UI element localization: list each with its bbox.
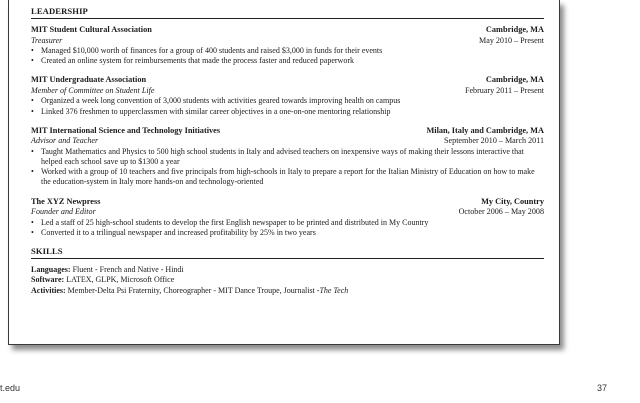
resume-content xyxy=(31,6,544,296)
entry-role: Founder and Editor xyxy=(31,207,96,217)
bullet-icon: • xyxy=(31,146,34,156)
entry-location: Cambridge, MA xyxy=(485,25,544,34)
skill-label: Activities: xyxy=(31,285,66,295)
bullet-icon: • xyxy=(31,56,34,66)
bullet-text: Converted it to a trilingual newspaper and increased profitability by 25% in two years xyxy=(41,227,316,237)
bullet-item xyxy=(31,218,544,228)
skill-value-italic: The Tech xyxy=(319,285,349,295)
bullet-icon: • xyxy=(31,96,34,106)
bullet-item xyxy=(31,46,544,56)
bullet-text: Managed $10,000 worth of finances for a group of 400 students and raised $3,000 in funds for their events xyxy=(41,46,383,55)
bullet-icon: • xyxy=(31,46,34,55)
skill-value: Member-Delta Psi Fraternity, Choreographer - MIT Dance Troupe, Journalist - xyxy=(65,285,320,295)
skills-heading: SKILLS xyxy=(31,246,544,259)
footer-url-fragment: t.edu xyxy=(0,383,21,393)
entry-role: Advisor and Teacher xyxy=(31,136,99,146)
entry-location: My City, Country xyxy=(481,196,544,206)
bullet-text: Taught Mathematics and Physics to 500 high school students in Italy and advised teachers on inexpensive ways of making their lessons interactive that helped each school save up to $1300 a year xyxy=(41,146,524,167)
bullet-text: Worked with a group of 10 teachers and five principals from high-schools in Italy to prepare a report for the Italian Ministry of Education on how to make the education-system in Italy more hands-on and technology-oriented xyxy=(41,167,535,187)
skill-value: LATEX, GLPK, Microsoft Office xyxy=(64,275,175,285)
skill-activities xyxy=(31,286,544,296)
entry-bullets xyxy=(31,218,544,238)
skill-languages xyxy=(31,265,544,275)
entry-dates: February 2011 – Present xyxy=(464,85,544,95)
entry-org: MIT International Science and Technology Initiatives xyxy=(31,125,221,135)
entry-location: Milan, Italy and Cambridge, MA xyxy=(426,125,544,135)
leadership-heading: LEADERSHIP xyxy=(31,6,544,19)
skill-value: Fluent - French and Native - Hindi xyxy=(70,265,184,275)
bullet-item xyxy=(31,167,544,187)
entry-bullets xyxy=(31,147,544,188)
entry-org: The XYZ Newpress xyxy=(31,196,101,206)
bullet-icon: • xyxy=(31,106,34,116)
entry-location: Cambridge, MA xyxy=(485,75,544,85)
entry-org: MIT Student Cultural Association xyxy=(31,25,152,34)
leadership-entry xyxy=(31,126,544,188)
entry-role: Treasurer xyxy=(31,35,63,45)
bullet-text: Linked 376 freshmen to upperclassmen with similar career objectives in a one-on-one mentoring relationship xyxy=(41,106,391,116)
bullet-text: Led a staff of 25 high-school students to develop the first English newspaper to be printed and distributed in My Country xyxy=(41,217,429,227)
entry-bullets xyxy=(31,96,544,116)
leadership-entry xyxy=(31,197,544,238)
skills-section xyxy=(31,246,544,296)
bullet-icon: • xyxy=(31,167,34,177)
bullet-item xyxy=(31,107,544,117)
leadership-entry xyxy=(31,25,544,66)
entry-dates: October 2006 – May 2008 xyxy=(458,207,544,217)
bullet-icon: • xyxy=(31,227,34,237)
skill-label: Languages: xyxy=(31,265,71,275)
entry-dates: September 2010 – March 2011 xyxy=(444,136,544,146)
leadership-entry xyxy=(31,75,544,116)
bullet-item xyxy=(31,228,544,238)
bullet-item xyxy=(31,56,544,66)
entry-role: Member of Committee on Student Life xyxy=(31,85,155,95)
bullet-text: Organized a week long convention of 3,000 students with activities geared towards improving health on campus xyxy=(41,96,401,106)
bullet-icon: • xyxy=(31,217,34,227)
entry-org: MIT Undergraduate Association xyxy=(31,75,147,85)
page-number: 37 xyxy=(597,383,608,393)
resume-page xyxy=(8,0,560,345)
entry-bullets xyxy=(31,46,544,66)
bullet-item xyxy=(31,96,544,106)
entry-dates: May 2010 – Present xyxy=(479,35,544,45)
skill-software xyxy=(31,275,544,285)
bullet-text: Created an online system for reimbursements that made the process faster and reduced paperwork xyxy=(41,56,354,66)
skill-label: Software: xyxy=(31,275,65,285)
bullet-item xyxy=(31,147,544,167)
